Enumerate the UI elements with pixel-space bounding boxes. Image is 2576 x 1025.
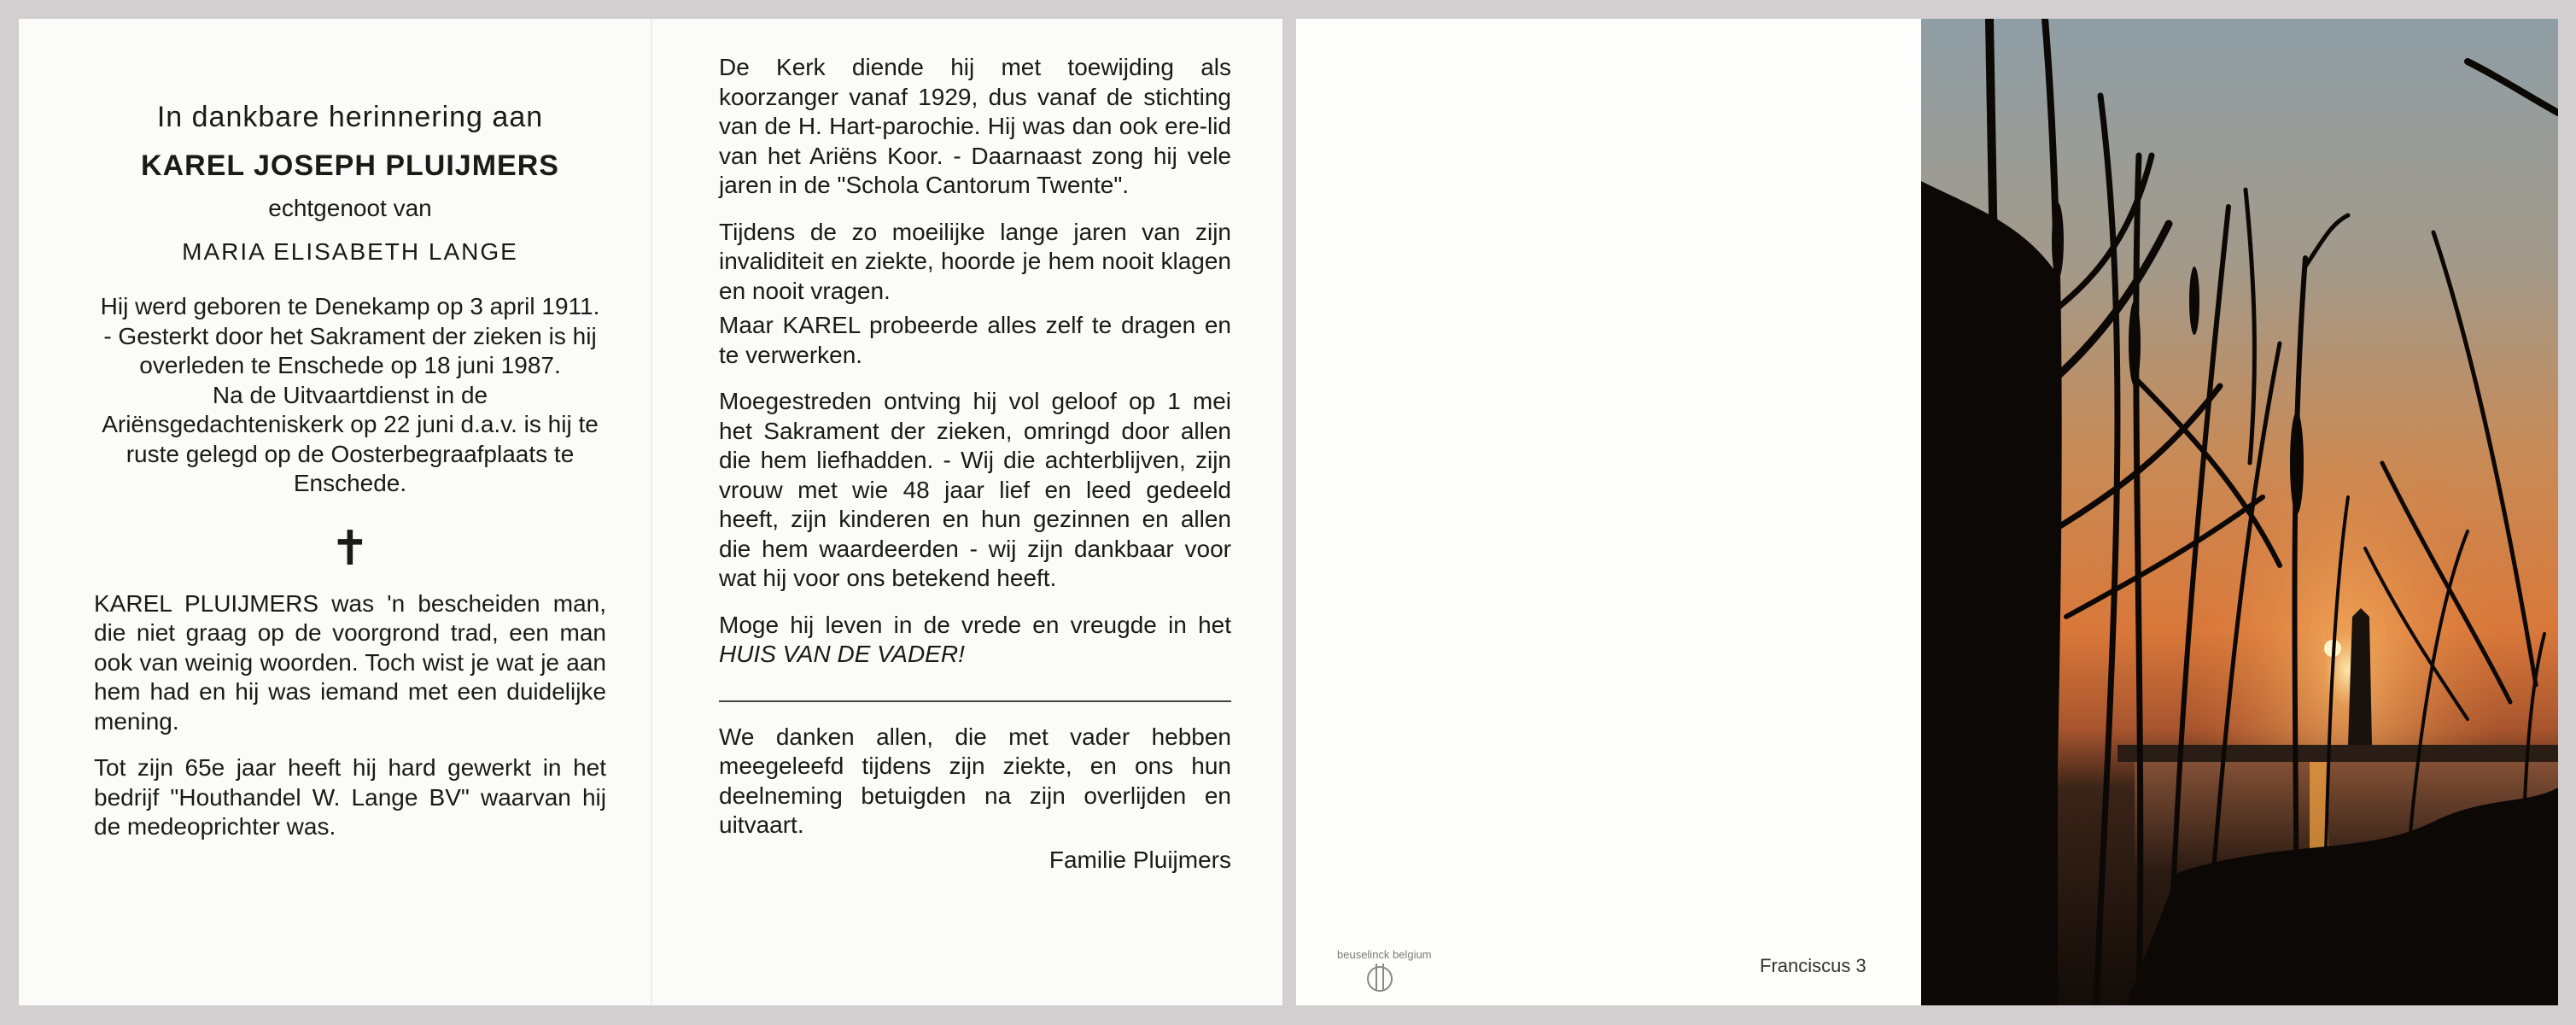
printer-brand: beuselinck belgium <box>1337 948 1432 961</box>
thanks-text: We danken allen, die met vader hebben meegeleefd tijdens zijn ziekte, en ons hun deelneming betuigden na zijn overlijden en uitvaart. <box>719 723 1231 838</box>
divider <box>719 700 1231 702</box>
family-signature: Familie Pluijmers <box>1049 846 1231 873</box>
card-model-label: Franciscus 3 <box>1760 955 1866 976</box>
wish-emphasis: HUIS VAN DE VADER! <box>719 641 965 667</box>
passing-text: Moegestreden ontving hij vol geloof op 1 mei het Sakrament der zieken, omringd door allen die hem liefhadden. - Wij die achterblijven, zijn vrouw met wie 48 jaar lief en leed gedeeld heeft, zijn kinderen en hun gezinnen en allen die hem waardeerden - wij zijn dankbaar voor wat hij voor ons betekend heeft. <box>719 388 1231 591</box>
printer-logo-icon <box>1363 960 1397 994</box>
memorial-card-inside <box>19 19 1282 1005</box>
funeral-text: Na de Uitvaartdienst in de Ariënsgedachteniskerk op 22 juni d.a.v. is hij te ruste gelegd op de Oosterbegraafplaats te Enschede. <box>102 381 599 496</box>
character-text: KAREL PLUIJMERS was 'n bescheiden man, die niet graag op de voorgrond trad, een man ook van weinig woorden. Toch wist je wat je aan hem had en hij was iemand met een duidelijke mening. <box>94 589 606 735</box>
deceased-name: KAREL JOSEPH PLUIJMERS <box>141 149 559 182</box>
birth-death-text: Hij werd geboren te Denekamp op 3 april 1911. - Gesterkt door het Sakrament der zieken is hij overleden te Enschede op 18 juni 1987. <box>100 293 600 378</box>
right-column <box>719 53 1231 892</box>
sunset-reeds-photo <box>1921 19 2558 1005</box>
wish-text <box>719 611 1231 670</box>
work-text: Tot zijn 65e jaar heeft hij hard gewerkt in het bedrijf "Houthandel W. Lange BV" waarvan hij de medeoprichter was. <box>94 754 606 840</box>
memorial-card-outside <box>1296 19 2558 1005</box>
church-text: De Kerk diende hij met toewijding als koorzanger vanaf 1929, dus vanaf de stichting van de H. Hart-parochie. Hij was dan ook ere-lid van het Ariëns Koor. - Daarnaast zong hij vele jaren in de "Schola Cantorum Twente". <box>719 54 1231 198</box>
fold-line <box>651 19 652 1005</box>
printer-logo <box>1337 948 1432 996</box>
illness-text-2: Maar KAREL probeerde alles zelf te dragen en te verwerken. <box>719 312 1231 368</box>
relation-line: echtgenoot van <box>268 195 432 221</box>
illness-text-1: Tijdens de zo moeilijke lange jaren van zijn invaliditeit en ziekte, hoorde je hem nooit klagen en nooit vragen. <box>719 218 1231 304</box>
wish-prefix: Moge hij leven in de vrede en vreugde in het <box>719 611 1231 638</box>
left-column <box>94 102 606 859</box>
intro-line: In dankbare herinnering aan <box>156 101 544 133</box>
spouse-name: MARIA ELISABETH LANGE <box>182 237 518 265</box>
cross-icon: ✝ <box>330 520 371 575</box>
